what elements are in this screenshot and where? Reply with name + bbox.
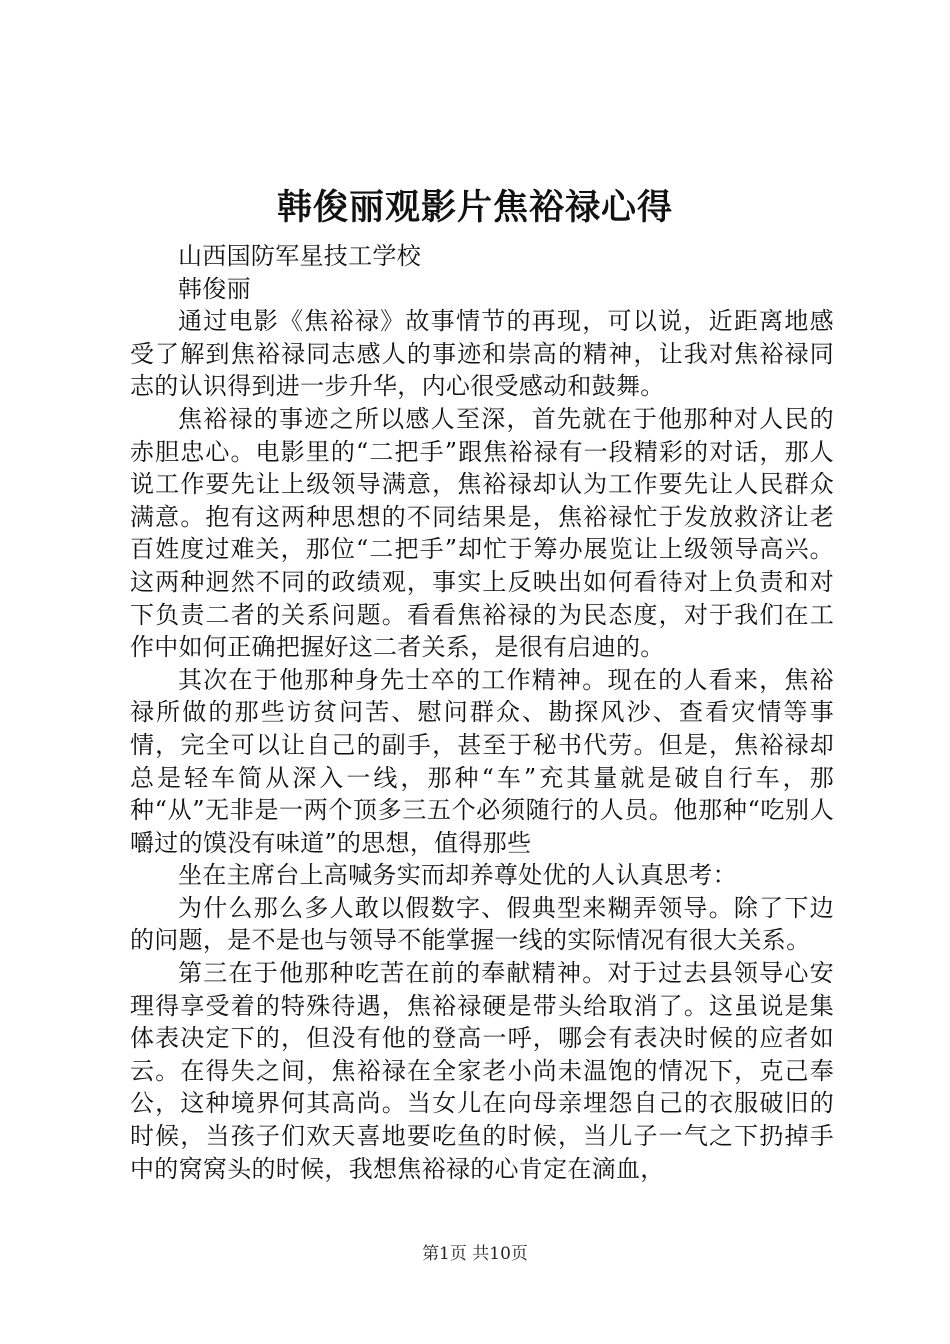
paragraph: 其次在于他那种身先士卒的工作精神。现在的人看来，焦裕禄所做的那些访贫问苦、慰问群众、勘探风沙、查看灾情等事情，完全可以让自己的副手，甚至于秘书代劳。但是，焦裕禄却总是轻车简从深入一线，那种“车”充其量就是破自行车，那种“从”无非是一两个顶多三五个必须随行的人员。他那种“吃别人嚼过的馍没有味道”的思想，值得那些 bbox=[130, 665, 834, 857]
page-number-footer: 第1页 共10页 bbox=[422, 1244, 528, 1264]
author-line: 韩俊丽 bbox=[178, 274, 251, 303]
document-title: 韩俊丽观影片焦裕禄心得 bbox=[276, 187, 673, 228]
paragraph: 通过电影《焦裕禄》故事情节的再现，可以说，近距离地感受了解到焦裕禄同志感人的事迹和崇高的精神，让我对焦裕禄同志的认识得到进一步升华，内心很受感动和鼓舞。 bbox=[130, 307, 834, 401]
paragraph: 第三在于他那种吃苦在前的奉献精神。对于过去县领导心安理得享受着的特殊待遇，焦裕禄硬是带头给取消了。这虽说是集体表决定下的，但没有他的登高一呼，哪会有表决时候的应者如云。在得失之间，焦裕禄在全家老小尚未温饱的情况下，克己奉公，这种境界何其高尚。当女儿在向母亲埋怨自己的衣服破旧的时候，当孩子们欢天喜地要吃鱼的时候，当儿子一气之下扔掉手中的窝窝头的时候，我想焦裕禄的心肯定在滴血， bbox=[130, 959, 834, 1183]
paragraph: 坐在主席台上高喊务实而却养尊处优的人认真思考： bbox=[178, 861, 737, 890]
school-line: 山西国防军星技工学校 bbox=[178, 242, 421, 270]
paragraph: 焦裕禄的事迹之所以感人至深，首先就在于他那种对人民的赤胆忠心。电影里的“二把手”跟焦裕禄有一段精彩的对话，那人说工作要先让上级领导满意，焦裕禄却认为工作要先让人民群众满意。抱有这两种思想的不同结果是，焦裕禄忙于发放救济让老百姓度过难关，那位“二把手”却忙于筹办展览让上级领导高兴。这两种迥然不同的政绩观，事实上反映出如何看待对上负责和对下负责二者的关系问题。看看焦裕禄的为民态度，对于我们在工作中如何正确把握好这二者关系，是很有启迪的。 bbox=[130, 404, 834, 662]
paragraph: 为什么那么多人敢以假数字、假典型来糊弄领导。除了下边的问题，是不是也与领导不能掌握一线的实际情况有很大关系。 bbox=[130, 893, 834, 955]
document-body bbox=[130, 240, 834, 1185]
